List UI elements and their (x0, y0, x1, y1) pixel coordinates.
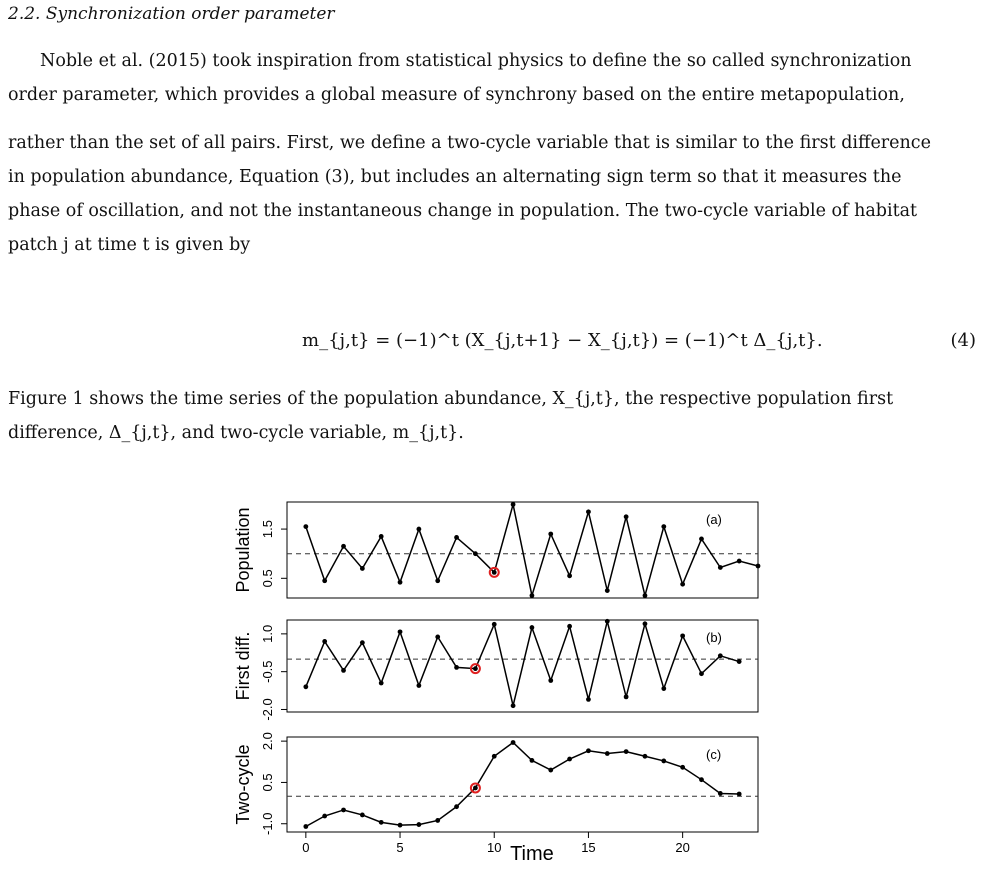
panel-1-point (530, 593, 535, 598)
panel-3-point (492, 754, 497, 759)
panel-1-point (398, 580, 403, 585)
panel-2-point (567, 624, 572, 629)
panel-3-point (360, 813, 365, 818)
x-tick-label: 15 (581, 840, 596, 855)
panel-3-point (454, 804, 459, 809)
panel-2-point (643, 621, 648, 626)
x-tick-label: 5 (396, 840, 404, 855)
panel-2-point (379, 681, 384, 686)
panel-1-ytick-label: 1.5 (260, 520, 275, 539)
panel-2-point (473, 666, 478, 671)
panel-1-point (624, 514, 629, 519)
panel-3-point (303, 824, 308, 829)
section-heading: 2.2. Synchronization order parameter (8, 4, 335, 24)
panel-3-point (416, 822, 421, 827)
panel-1-series-line (306, 504, 758, 595)
equation-number: (4) (950, 330, 976, 351)
panel-2-point (416, 683, 421, 688)
panel-3-point (398, 823, 403, 828)
panel-1-point (605, 588, 610, 593)
panel-2-point (530, 625, 535, 630)
panel-2-point (435, 634, 440, 639)
panel-3-point (737, 792, 742, 797)
paragraph-1-line-4: in population abundance, Equation (3), but includes an alternating sign term so that it measures the (8, 167, 902, 187)
panel-1-label: (a) (706, 512, 722, 527)
panel-2-ytick-label: -0.5 (260, 660, 275, 683)
panel-3-point (379, 820, 384, 825)
panel-2-point (661, 686, 666, 691)
panel-3-point (567, 757, 572, 762)
panel-1-point (643, 593, 648, 598)
paragraph-1-line-5: phase of oscillation, and not the instantaneous change in population. The two-cycle variable of habitat (8, 201, 918, 221)
panel-2-point (454, 665, 459, 670)
paragraph-1-line-3: rather than the set of all pairs. First, we define a two-cycle variable that is similar to the first difference (8, 133, 931, 153)
panel-2-point (718, 653, 723, 658)
panel-1-point (511, 502, 516, 507)
panel-1-point (303, 524, 308, 529)
panel-2-point (303, 684, 308, 689)
panel-2-ylabel: First diff. (233, 631, 253, 701)
panel-3-point (718, 791, 723, 796)
panel-3-label: (c) (706, 747, 722, 762)
panel-1-point (756, 564, 761, 569)
panel-2-point (322, 639, 327, 644)
panel-3-point (643, 754, 648, 759)
paragraph-2-line-1: Figure 1 shows the time series of the population abundance, X_{j,t}, the respective population first (8, 389, 894, 409)
panel-3-point (605, 751, 610, 756)
panel-2-point (341, 668, 346, 673)
panel-1-point (586, 509, 591, 514)
figure-1 (230, 490, 770, 870)
panel-3-point (322, 814, 327, 819)
panel-1-point (699, 537, 704, 542)
panel-3-point (511, 740, 516, 745)
panel-1-ylabel: Population (233, 507, 253, 593)
paragraph-1-line-2: order parameter, which provides a global measure of synchrony based on the entire metapopulation, (8, 85, 905, 105)
equation-body: m_{j,t} = (−1)^t (X_{j,t+1} − X_{j,t}) = (−1)^t Δ_{j,t}. (302, 330, 823, 351)
panel-1-point (416, 527, 421, 532)
x-tick-label: 0 (302, 840, 310, 855)
figure-svg (230, 490, 770, 870)
panel-2-point (548, 678, 553, 683)
panel-3-point (530, 758, 535, 763)
panel-3-point (548, 768, 553, 773)
panel-2-point (699, 671, 704, 676)
panel-1-point (435, 578, 440, 583)
panel-1-point (718, 565, 723, 570)
panel-3-point (680, 765, 685, 770)
panel-1-point (680, 582, 685, 587)
panel-2-ytick-label: -2.0 (260, 698, 275, 721)
panel-3-ytick-label: 0.5 (260, 773, 275, 792)
panel-2-point (398, 629, 403, 634)
panel-3-ytick-label: 2.0 (260, 732, 275, 751)
paragraph-1-line-1: Noble et al. (2015) took inspiration from statistical physics to define the so called synchronization (40, 51, 912, 71)
x-tick-label: 10 (487, 840, 502, 855)
panel-2-point (586, 697, 591, 702)
panel-3-point (586, 748, 591, 753)
panel-1-point (360, 566, 365, 571)
panel-3-point (341, 808, 346, 813)
panel-1-point (454, 535, 459, 540)
x-tick-label: 20 (675, 840, 690, 855)
panel-1-point (567, 573, 572, 578)
panel-2-point (511, 703, 516, 708)
paragraph-2-line-2: difference, Δ_{j,t}, and two-cycle variable, m_{j,t}. (8, 423, 464, 443)
panel-1-point (322, 578, 327, 583)
panel-2-point (680, 633, 685, 638)
panel-3-ytick-label: -1.0 (260, 812, 275, 835)
panel-3-series-line (306, 743, 739, 827)
x-axis-label: Time (510, 843, 554, 865)
panel-2-point (492, 622, 497, 627)
panel-2-point (360, 640, 365, 645)
panel-3-point (624, 749, 629, 754)
panel-1-point (341, 544, 346, 549)
panel-1-point (737, 559, 742, 564)
panel-2-point (737, 659, 742, 664)
panel-3-point (661, 759, 666, 764)
panel-1-point (492, 570, 497, 575)
panel-2-label: (b) (706, 630, 722, 645)
panel-2-ytick-label: 1.0 (260, 624, 275, 643)
panel-3-point (435, 818, 440, 823)
equation-4 (0, 330, 976, 364)
paragraph-1-line-6: patch j at time t is given by (8, 235, 251, 255)
panel-3-point (473, 786, 478, 791)
panel-1-point (473, 551, 478, 556)
panel-1-ytick-label: 0.5 (260, 569, 275, 588)
panel-1-point (548, 532, 553, 537)
panel-1-point (661, 524, 666, 529)
panel-3-ylabel: Two-cycle (233, 744, 253, 825)
panel-2-point (605, 619, 610, 624)
panel-2-series-line (306, 621, 739, 705)
panel-1-point (379, 534, 384, 539)
panel-2-point (624, 694, 629, 699)
panel-3-point (699, 777, 704, 782)
